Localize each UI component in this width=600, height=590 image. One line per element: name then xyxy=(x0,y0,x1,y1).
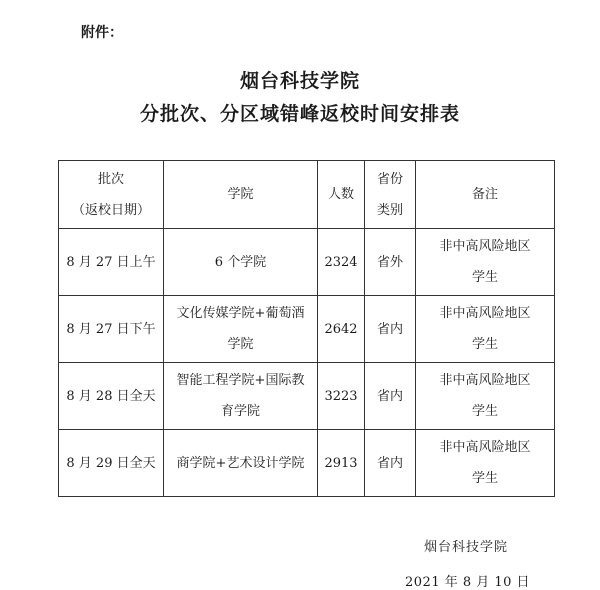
document-subtitle: 分批次、分区域错峰返校时间安排表 xyxy=(139,103,460,125)
issuer-signature: 烟台科技学院 xyxy=(423,540,508,555)
cell-province: 省外 xyxy=(365,229,416,296)
cell-date: 8 月 28 日全天 xyxy=(59,363,164,430)
header-province-line: 省份 xyxy=(376,171,403,187)
cell-note-line: 非中高风险地区 xyxy=(439,373,531,388)
table-row xyxy=(59,296,555,363)
issue-date: 2021 年 8 月 10 日 xyxy=(405,575,531,590)
cell-college-line: 文化传媒学院+葡萄酒 xyxy=(176,306,305,321)
cell-note-line: 学生 xyxy=(471,471,498,486)
cell-college-line: 商学院+艺术设计学院 xyxy=(176,455,305,471)
cell-college xyxy=(164,363,318,430)
cell-note-line: 非中高风险地区 xyxy=(439,306,531,321)
header-batch-line: （返校日期） xyxy=(71,202,150,218)
cell-college xyxy=(164,229,318,296)
cell-date: 8 月 27 日下午 xyxy=(59,296,164,363)
cell-province: 省内 xyxy=(365,363,416,430)
header-province xyxy=(365,161,416,229)
table-row xyxy=(59,229,555,296)
table-row xyxy=(59,363,555,430)
header-note: 备注 xyxy=(416,161,555,229)
header-college: 学院 xyxy=(164,161,318,229)
schedule-table xyxy=(58,160,555,497)
header-count: 人数 xyxy=(318,161,365,229)
cell-note xyxy=(416,229,555,296)
cell-note-line: 学生 xyxy=(471,270,498,285)
cell-count: 3223 xyxy=(318,363,365,430)
cell-note xyxy=(416,296,555,363)
cell-note-line: 学生 xyxy=(471,337,498,352)
cell-college-line: 学院 xyxy=(227,337,254,352)
header-province-line: 类别 xyxy=(376,202,403,218)
cell-college-line: 育学院 xyxy=(220,404,260,419)
cell-note-line: 非中高风险地区 xyxy=(439,239,531,254)
cell-college-line: 智能工程学院+国际教 xyxy=(176,373,305,388)
table-header-row xyxy=(59,161,555,229)
cell-note xyxy=(416,363,555,430)
cell-college xyxy=(164,430,318,497)
document-title: 烟台科技学院 xyxy=(239,70,360,92)
cell-count: 2324 xyxy=(318,229,365,296)
table-row xyxy=(59,430,555,497)
cell-college-line: 6 个学院 xyxy=(214,254,267,270)
cell-college xyxy=(164,296,318,363)
cell-count: 2642 xyxy=(318,296,365,363)
cell-count: 2913 xyxy=(318,430,365,497)
cell-note xyxy=(416,430,555,497)
cell-province: 省内 xyxy=(365,296,416,363)
attachment-label: 附件： xyxy=(81,25,123,41)
header-batch-line: 批次 xyxy=(97,171,124,187)
header-batch xyxy=(59,161,164,229)
cell-province: 省内 xyxy=(365,430,416,497)
cell-note-line: 非中高风险地区 xyxy=(439,440,531,455)
cell-date: 8 月 27 日上午 xyxy=(59,229,164,296)
cell-date: 8 月 29 日全天 xyxy=(59,430,164,497)
cell-note-line: 学生 xyxy=(471,404,498,419)
